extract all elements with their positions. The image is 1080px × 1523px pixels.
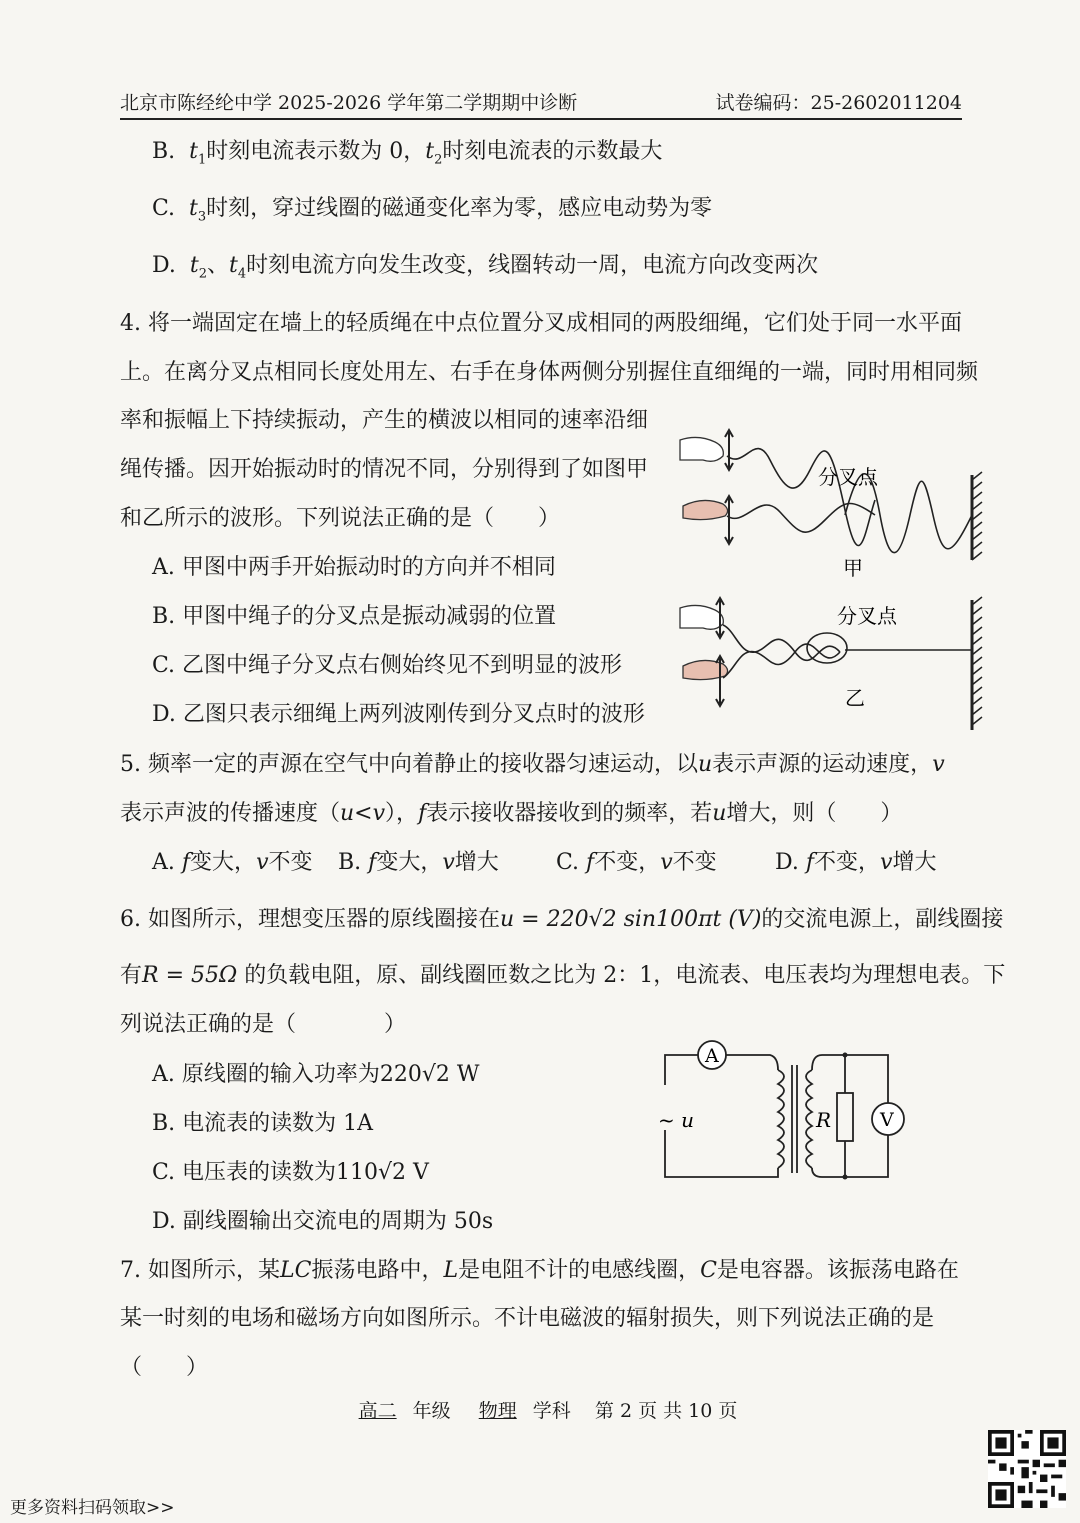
page-header bbox=[120, 88, 962, 120]
q4-option-b: B. 甲图中绳子的分叉点是振动减弱的位置 bbox=[152, 604, 557, 629]
q3-option-c: C. $t_3$时刻，穿过线圈的磁通变化率为零，感应电动势为零 bbox=[152, 196, 713, 225]
q4-stem-line-1: 4. 将一端固定在墙上的轻质绳在中点位置分叉成相同的两股细绳，它们处于同一水平面 bbox=[120, 311, 962, 336]
ac-source-label: ~ u bbox=[658, 1108, 694, 1132]
hands-figure-b bbox=[680, 598, 728, 706]
qr-code-icon[interactable] bbox=[988, 1430, 1066, 1508]
q6-option-c: C. 电压表的读数为110√2 V bbox=[152, 1160, 429, 1185]
q6-option-a: A. 原线圈的输入功率为220√2 W bbox=[152, 1062, 480, 1087]
q4-option-a: A. 甲图中两手开始振动时的方向并不相同 bbox=[152, 555, 556, 580]
q6-option-d: D. 副线圈输出交流电的周期为 50s bbox=[152, 1209, 494, 1234]
resistor-label: R bbox=[816, 1108, 832, 1132]
voltmeter-icon bbox=[872, 1103, 904, 1135]
q5-option-d: D. f不变，v增大 bbox=[775, 850, 937, 875]
q6-stem-line-2: 有R = 55Ω 的负载电阻，原、副线圈匝数之比为 2：1，电流表、电压表均为理想电表。下 bbox=[120, 963, 1006, 988]
grade-suffix: 年级 bbox=[412, 1400, 451, 1422]
q5-stem-line-2: 表示声波的传播速度（u<v），f表示接收器接收到的频率，若u增大，则（ ） bbox=[120, 801, 903, 826]
figure-caption-yi: 乙 bbox=[845, 686, 865, 710]
wall-a bbox=[972, 472, 982, 560]
promo-text: 更多资料扫码领取>> bbox=[10, 1498, 175, 1518]
q4-option-d: D. 乙图只表示细绳上两列波刚传到分叉点时的波形 bbox=[152, 702, 645, 727]
q5-option-b: B. f变大，v增大 bbox=[338, 850, 499, 875]
hands-figure-a bbox=[680, 430, 733, 544]
q7-stem-line-2: 某一时刻的电场和磁场方向如图所示。不计电磁波的辐射损失，则下列说法正确的是 bbox=[120, 1306, 935, 1331]
split-point-label-a: 分叉点 bbox=[818, 465, 878, 489]
q4-stem-line-4: 绳传播。因开始振动时的情况不同，分别得到了如图甲 bbox=[120, 457, 649, 482]
q6-option-b: B. 电流表的读数为 1A bbox=[152, 1111, 374, 1136]
q7-answer-bracket: （ ） bbox=[120, 1355, 209, 1380]
q5-option-c: C. f不变，v不变 bbox=[556, 850, 717, 875]
page-number: 第 2 页 共 10 页 bbox=[594, 1400, 738, 1422]
q6-stem-line-1: 6. 如图所示，理想变压器的原线圈接在u = 220√2 sin100πt (V)的交流电源上，副线圈接 bbox=[120, 907, 1004, 932]
q4-option-c: C. 乙图中绳子分叉点右侧始终见不到明显的波形 bbox=[152, 653, 623, 678]
svg-text:V: V bbox=[880, 1109, 894, 1131]
svg-text:A: A bbox=[705, 1045, 719, 1067]
transformer-circuit-figure bbox=[650, 1035, 920, 1185]
q4-stem-line-5: 和乙所示的波形。下列说法正确的是（ ） bbox=[120, 506, 561, 531]
rope-wave-figure bbox=[665, 420, 995, 750]
split-point-label-b: 分叉点 bbox=[837, 604, 897, 628]
grade-value: 高二 bbox=[358, 1400, 397, 1422]
ammeter-icon bbox=[698, 1041, 726, 1069]
q5-stem-line-1: 5. 频率一定的声源在空气中向着静止的接收器匀速运动，以u表示声源的运动速度，v bbox=[120, 752, 945, 777]
q4-stem-line-3: 率和振幅上下持续振动，产生的横波以相同的速率沿细 bbox=[120, 408, 649, 433]
q5-option-a: A. f变大，v不变 bbox=[152, 850, 313, 875]
wall-b bbox=[972, 597, 982, 730]
q3-option-b: B. $t_1$时刻电流表示数为 0，$t_2$时刻电流表的示数最大 bbox=[152, 139, 663, 168]
wave-lower-a bbox=[727, 504, 875, 533]
q6-stem-line-3: 列说法正确的是（ ） bbox=[120, 1012, 407, 1037]
subject-value: 物理 bbox=[478, 1400, 517, 1422]
q7-stem-line-1: 7. 如图所示，某LC振荡电路中，L是电阻不计的电感线圈，C是电容器。该振荡电路在 bbox=[120, 1258, 959, 1283]
page-footer bbox=[0, 1396, 1080, 1423]
q3-option-d: D. $t_2$、$t_4$时刻电流方向发生改变，线圈转动一周，电流方向改变两次 bbox=[152, 253, 819, 282]
subject-suffix: 学科 bbox=[532, 1400, 571, 1422]
q4-stem-line-2: 上。在离分叉点相同长度处用左、右手在身体两侧分别握住直细绳的一端，同时用相同频 bbox=[120, 360, 979, 385]
school-exam-title: 北京市陈经纶中学 2025-2026 学年第二学期期中诊断 bbox=[120, 92, 578, 114]
figure-caption-jia: 甲 bbox=[843, 556, 863, 580]
paper-code: 试卷编码：25-2602011204 bbox=[715, 92, 962, 114]
